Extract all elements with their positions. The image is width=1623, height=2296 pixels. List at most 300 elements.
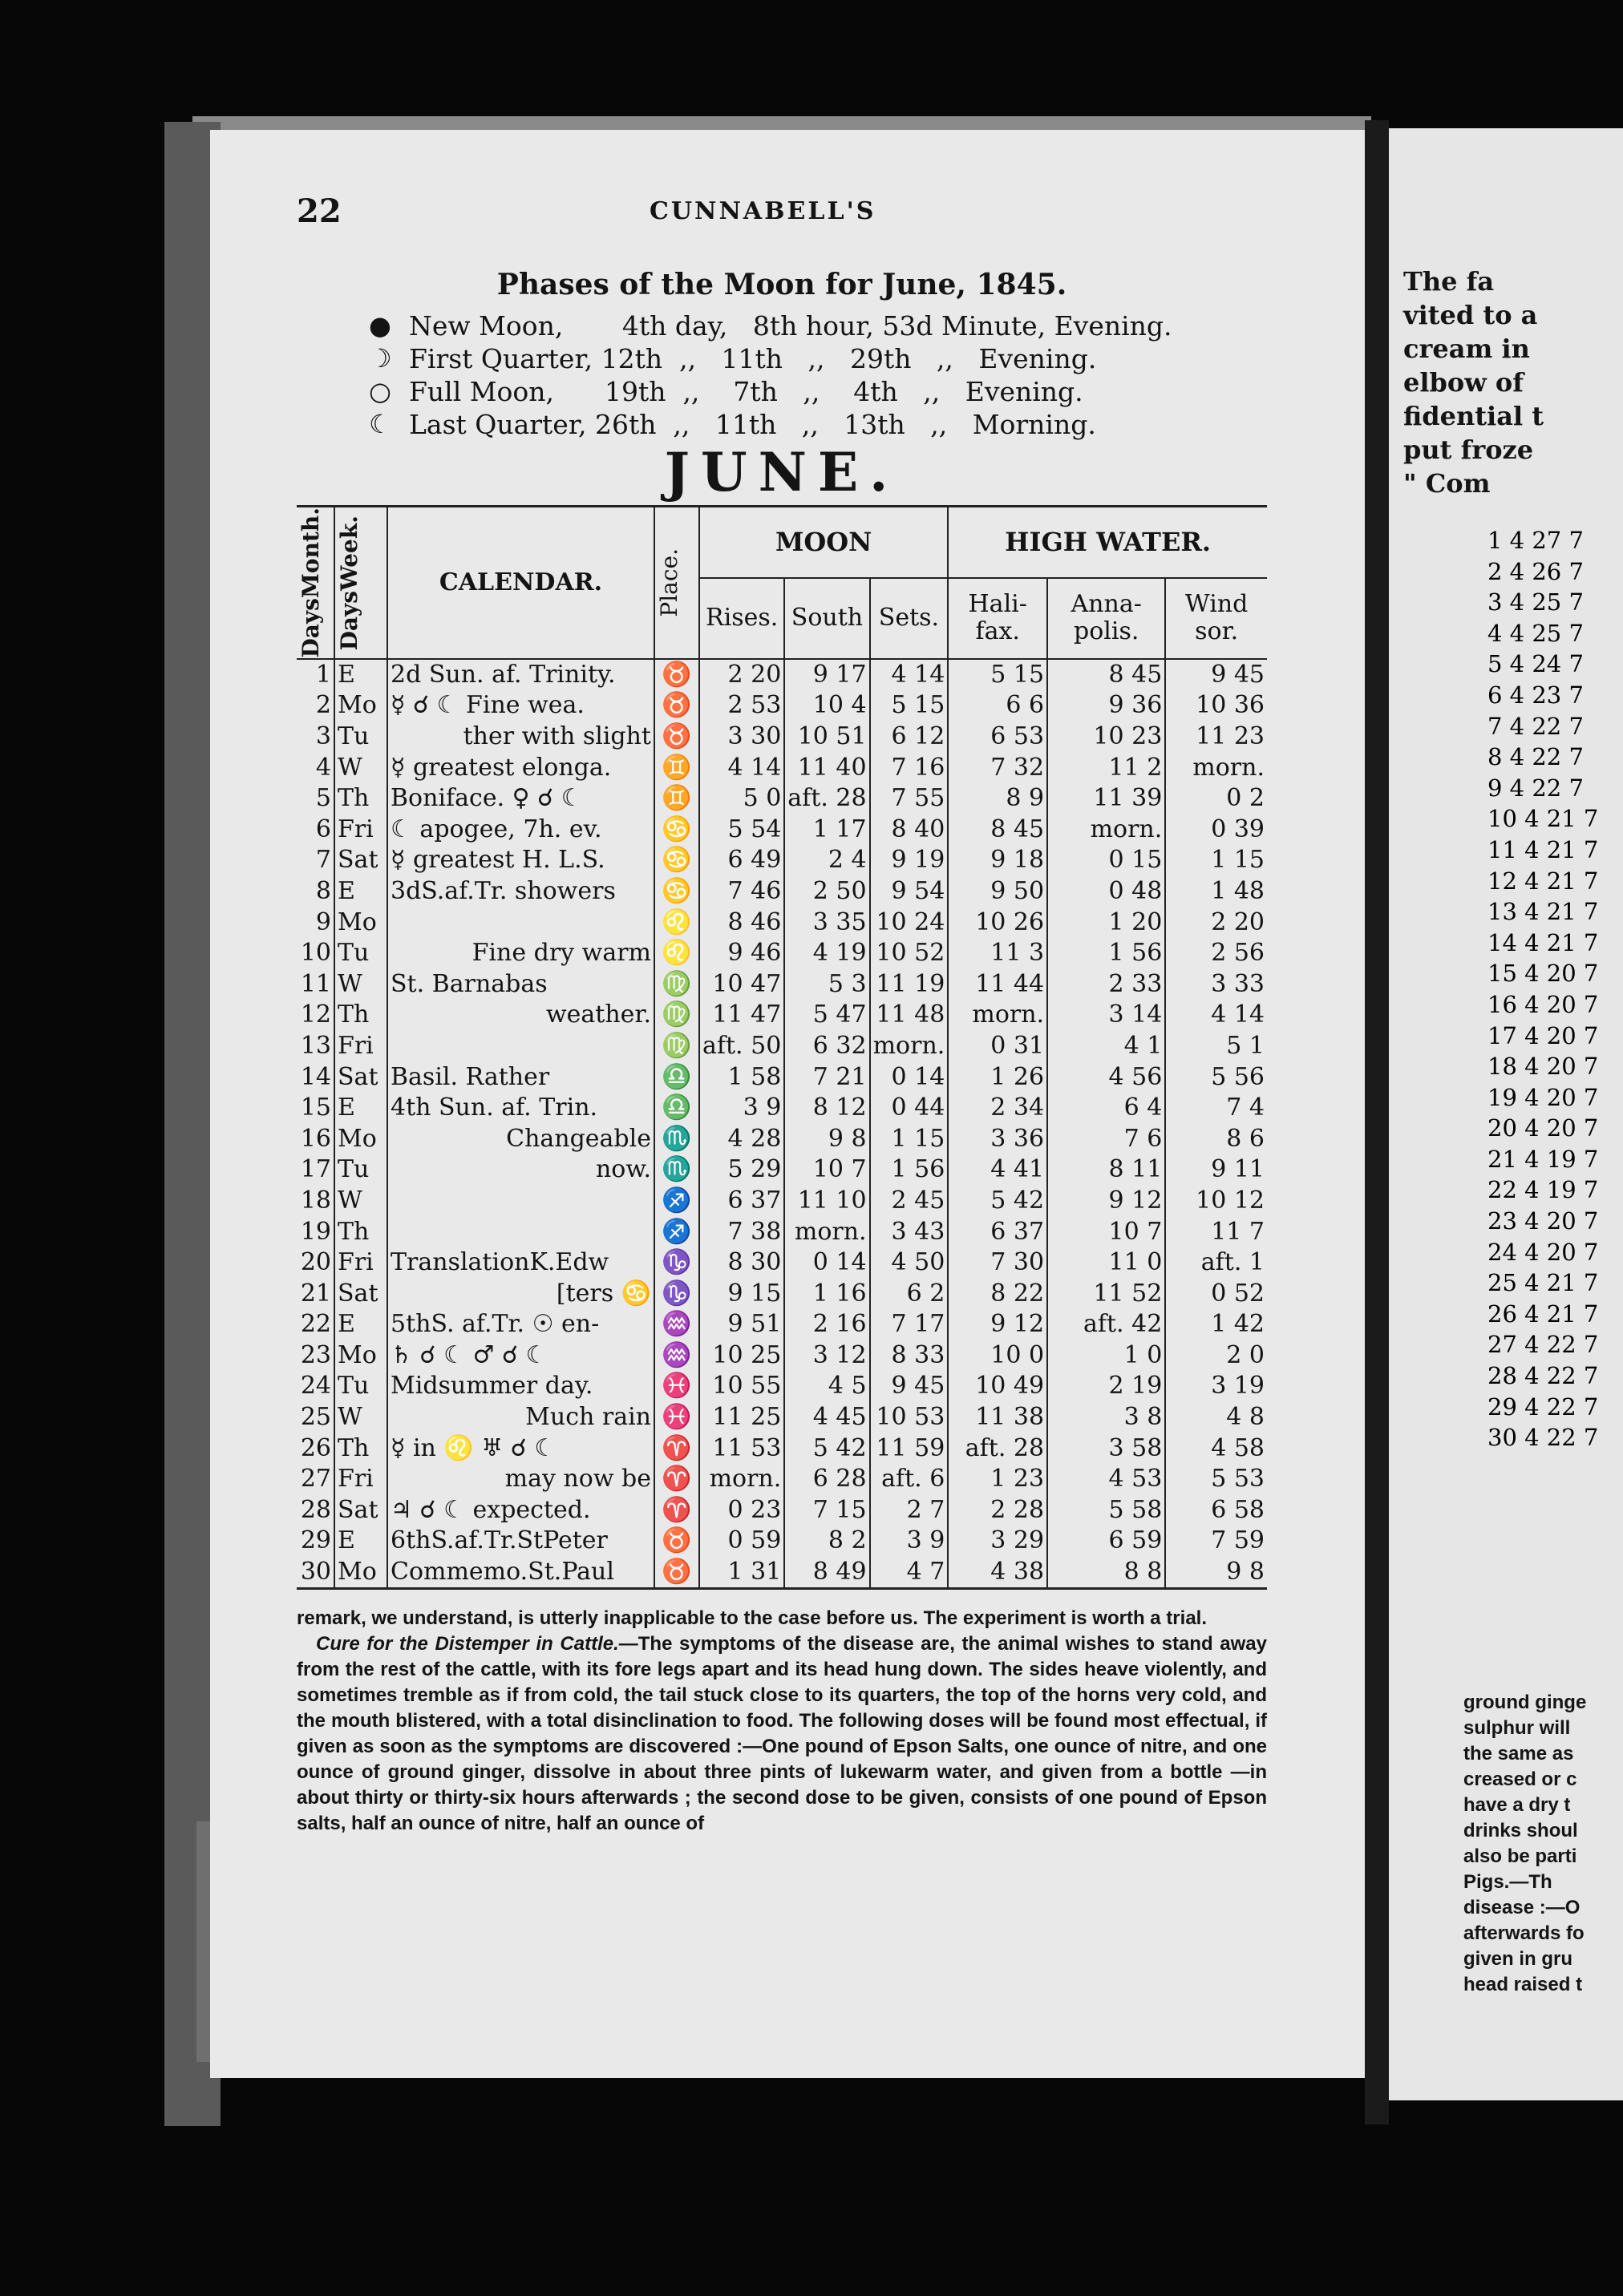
day-of-week: Fri <box>334 1031 387 1062</box>
zodiac-place: ♍ <box>654 1000 699 1031</box>
zodiac-place: ♎ <box>654 1061 699 1093</box>
halifax-tide: 10 49 <box>948 1371 1047 1402</box>
right-table-row: 25 4 21 7 <box>1487 1269 1599 1297</box>
calendar-note: Midsummer day. <box>387 1371 654 1402</box>
calendar-note: TranslationK.Edw <box>387 1247 654 1279</box>
day-of-week: W <box>334 752 387 783</box>
right-table-row: 9 4 22 7 <box>1487 774 1584 802</box>
annapolis-tide: 5 58 <box>1047 1495 1165 1526</box>
moon-south: 8 2 <box>784 1526 869 1557</box>
moon-south: 4 45 <box>784 1402 869 1433</box>
day-of-month: 5 <box>315 784 331 813</box>
annapolis-tide: 11 52 <box>1047 1278 1165 1309</box>
windsor-tide: 8 6 <box>1165 1123 1267 1154</box>
phase-row <box>369 408 1267 441</box>
moon-sets: 9 45 <box>870 1371 949 1402</box>
table-row <box>297 659 1267 691</box>
south-header: South <box>784 578 869 659</box>
moon-south: 11 40 <box>784 752 869 783</box>
right-table-row: 22 4 19 7 <box>1487 1176 1599 1204</box>
halifax-header: Hali-fax. <box>948 578 1047 659</box>
phase-text: New Moon, 4th day, 8th hour, 53d Minute, Evening. <box>409 310 1172 342</box>
moon-sets: 10 24 <box>870 907 949 938</box>
table-row <box>297 1216 1267 1247</box>
moon-sets: 8 40 <box>870 815 949 846</box>
windsor-tide: 9 45 <box>1165 659 1267 691</box>
calendar-note: Changeable <box>387 1123 654 1154</box>
annapolis-tide: aft. 42 <box>1047 1309 1165 1340</box>
calendar-note: weather. <box>387 1000 654 1031</box>
annapolis-tide: 1 0 <box>1047 1340 1165 1372</box>
table-row <box>297 1247 1267 1279</box>
calendar-note: 2d Sun. af. Trinity. <box>387 659 654 691</box>
moon-south: 9 8 <box>784 1123 869 1154</box>
annapolis-tide: 1 20 <box>1047 907 1165 938</box>
day-of-month: 12 <box>300 1000 331 1029</box>
calendar-note: Much rain <box>387 1402 654 1433</box>
moon-rises: morn. <box>699 1464 784 1495</box>
annapolis-tide: 9 36 <box>1047 690 1165 722</box>
moon-rises: 4 28 <box>699 1123 784 1154</box>
zodiac-place: ♉ <box>654 722 699 753</box>
zodiac-place: ♑ <box>654 1247 699 1279</box>
moon-south: 5 42 <box>784 1433 869 1464</box>
moon-south: 3 35 <box>784 907 869 938</box>
table-row <box>297 690 1267 722</box>
calendar-note: ♄ ☌ ☾ ♂ ☌ ☾ <box>387 1340 654 1372</box>
calendar-note: [ters ♋ <box>387 1278 654 1309</box>
moon-rises: 10 55 <box>699 1371 784 1402</box>
right-table-row: 26 4 21 7 <box>1487 1300 1599 1328</box>
moon-sets: 8 33 <box>870 1340 949 1372</box>
day-of-month: 21 <box>300 1279 331 1308</box>
day-of-month: 25 <box>300 1403 331 1432</box>
moon-south: 3 12 <box>784 1340 869 1372</box>
phase-row <box>369 342 1267 375</box>
moon-rises: 9 15 <box>699 1278 784 1309</box>
calendar-note: 4th Sun. af. Trin. <box>387 1093 654 1124</box>
right-table-row: 28 4 22 7 <box>1487 1362 1599 1390</box>
day-of-week: E <box>334 1309 387 1340</box>
zodiac-place: ♓ <box>654 1371 699 1402</box>
annapolis-header: Anna-polis. <box>1047 578 1165 659</box>
moon-sets: 3 9 <box>870 1526 949 1557</box>
running-head: CUNNABELL'S <box>650 197 876 225</box>
moon-south: morn. <box>784 1216 869 1247</box>
calendar-note <box>387 907 654 938</box>
day-of-week: W <box>334 1402 387 1433</box>
table-row <box>297 1433 1267 1464</box>
table-row <box>297 1309 1267 1340</box>
place-header: Place. <box>654 507 699 659</box>
halifax-tide: 4 41 <box>948 1154 1047 1186</box>
windsor-tide: 0 52 <box>1165 1278 1267 1309</box>
right-body-line: given in gru <box>1463 1948 1573 1970</box>
annapolis-tide: 9 12 <box>1047 1186 1165 1217</box>
annapolis-tide: 11 2 <box>1047 752 1165 783</box>
windsor-tide: 4 58 <box>1165 1433 1267 1464</box>
annapolis-tide: 8 11 <box>1047 1154 1165 1186</box>
moon-rises: 11 47 <box>699 1000 784 1031</box>
moon-sets: 7 17 <box>870 1309 949 1340</box>
windsor-tide: 5 56 <box>1165 1061 1267 1093</box>
calendar-note: ☿ greatest H. L.S. <box>387 845 654 876</box>
windsor-tide: 5 1 <box>1165 1031 1267 1062</box>
annapolis-tide: 0 15 <box>1047 845 1165 876</box>
annapolis-tide: morn. <box>1047 815 1165 846</box>
moon-rises: 11 25 <box>699 1402 784 1433</box>
moon-phase-icon: ☽ <box>369 343 392 374</box>
windsor-tide: 7 4 <box>1165 1093 1267 1124</box>
moon-rises: 2 53 <box>699 690 784 722</box>
halifax-tide: 3 36 <box>948 1123 1047 1154</box>
day-of-week: Tu <box>334 1154 387 1186</box>
halifax-tide: 11 44 <box>948 968 1047 1000</box>
zodiac-place: ♏ <box>654 1123 699 1154</box>
moon-phase-icon: ● <box>369 310 391 341</box>
calendar-note <box>387 1031 654 1062</box>
moon-rises: 7 46 <box>699 876 784 907</box>
page-number: 22 <box>297 192 342 230</box>
windsor-tide: 10 12 <box>1165 1186 1267 1217</box>
day-of-month: 26 <box>300 1433 331 1462</box>
day-of-month: 4 <box>315 753 331 782</box>
day-of-week: Tu <box>334 938 387 969</box>
moon-sets: 4 7 <box>870 1557 949 1589</box>
zodiac-place: ♋ <box>654 876 699 907</box>
annapolis-tide: 0 48 <box>1047 876 1165 907</box>
day-of-week: Fri <box>334 1464 387 1495</box>
moon-south: 5 3 <box>784 968 869 1000</box>
day-of-month: 28 <box>300 1495 331 1524</box>
zodiac-place: ♈ <box>654 1464 699 1495</box>
halifax-tide: 9 12 <box>948 1309 1047 1340</box>
day-of-month: 13 <box>300 1031 331 1060</box>
right-table-row: 7 4 22 7 <box>1487 712 1584 740</box>
windsor-tide: aft. 1 <box>1165 1247 1267 1279</box>
annapolis-tide: 1 56 <box>1047 938 1165 969</box>
right-body-line: have a dry t <box>1463 1794 1571 1816</box>
zodiac-place: ♒ <box>654 1309 699 1340</box>
annapolis-tide: 3 8 <box>1047 1402 1165 1433</box>
table-row <box>297 1154 1267 1186</box>
right-page-line: put froze <box>1403 435 1534 465</box>
moon-sets: 1 15 <box>870 1123 949 1154</box>
zodiac-place: ♐ <box>654 1186 699 1217</box>
right-table-row: 17 4 20 7 <box>1487 1021 1599 1049</box>
day-of-week: Mo <box>334 907 387 938</box>
calendar-note: Boniface. ♀ ☌ ☾ <box>387 783 654 815</box>
halifax-tide: 11 3 <box>948 938 1047 969</box>
moon-south: 2 16 <box>784 1309 869 1340</box>
table-row <box>297 722 1267 753</box>
moon-sets: 0 14 <box>870 1061 949 1093</box>
right-page-line: elbow of <box>1403 367 1524 398</box>
paragraph-1: remark, we understand, is utterly inapplicable to the case before us. The experiment is worth a trial. <box>297 1607 1207 1630</box>
day-of-month: 18 <box>300 1186 331 1215</box>
windsor-tide: 3 19 <box>1165 1371 1267 1402</box>
sets-header: Sets. <box>870 578 949 659</box>
page-header <box>297 192 1267 241</box>
right-table-row: 15 4 20 7 <box>1487 960 1599 988</box>
zodiac-place: ♍ <box>654 1031 699 1062</box>
moon-sets: 4 14 <box>870 659 949 691</box>
moon-rises: 10 47 <box>699 968 784 1000</box>
moon-south: 1 16 <box>784 1278 869 1309</box>
calendar-note: Fine dry warm <box>387 938 654 969</box>
table-row <box>297 1402 1267 1433</box>
day-of-week: Fri <box>334 815 387 846</box>
right-page-line: cream in <box>1403 333 1530 364</box>
paragraph-2-text: —The symptoms of the disease are, the animal wishes to stand away from the rest of the cattle, with its fore legs apart and its head hung down. The sides heave violently, and sometimes tremble as if from cold, the tail stuck close to its quarters, the top of the horns very cold, and the mouth blistered, with a total disinclination to food. The following doses will be found most effectual, if given as soon as the symptoms are discovered :—One pound of Epson Salts, one ounce of nitre, and one ounce of ground ginger, dissolve in about three pints of lukewarm water, and given from a bottle —in about thirty or thirty-six hours afterwards ; the second dose to be given, consists of one pound of Epson salts, half an ounce of nitre, half an ounce of <box>297 1633 1268 1835</box>
moon-south: 8 12 <box>784 1093 869 1124</box>
table-row <box>297 1526 1267 1557</box>
right-page-line: vited to a <box>1403 300 1538 330</box>
windsor-tide: 1 15 <box>1165 845 1267 876</box>
paragraph-2 <box>297 1631 1267 1837</box>
rises-header: Rises. <box>699 578 784 659</box>
phase-row <box>369 309 1267 342</box>
annapolis-tide: 10 7 <box>1047 1216 1165 1247</box>
halifax-tide: 6 53 <box>948 722 1047 753</box>
annapolis-tide: 6 59 <box>1047 1526 1165 1557</box>
day-of-week: W <box>334 968 387 1000</box>
annapolis-tide: 8 45 <box>1047 659 1165 691</box>
windsor-tide: 2 56 <box>1165 938 1267 969</box>
calendar-table <box>297 505 1267 1590</box>
calendar-note: ☿ ☌ ☾ Fine wea. <box>387 690 654 722</box>
windsor-tide: 11 7 <box>1165 1216 1267 1247</box>
right-body-line: the same as <box>1463 1743 1574 1764</box>
halifax-tide: 7 32 <box>948 752 1047 783</box>
right-table-row: 27 4 22 7 <box>1487 1331 1599 1359</box>
annapolis-tide: 10 23 <box>1047 722 1165 753</box>
moon-rises: aft. 50 <box>699 1031 784 1062</box>
day-of-month: 23 <box>300 1340 331 1369</box>
table-row <box>297 1093 1267 1124</box>
annapolis-tide: 8 8 <box>1047 1557 1165 1589</box>
zodiac-place: ♉ <box>654 690 699 722</box>
annapolis-tide: 4 53 <box>1047 1464 1165 1495</box>
day-of-week: Mo <box>334 1123 387 1154</box>
day-of-week: Th <box>334 783 387 815</box>
day-of-month: 29 <box>300 1526 331 1555</box>
annapolis-tide: 3 14 <box>1047 1000 1165 1031</box>
day-of-month: 22 <box>300 1310 331 1339</box>
day-of-month: 20 <box>300 1248 331 1277</box>
windsor-tide: 6 58 <box>1165 1495 1267 1526</box>
right-table-row: 20 4 20 7 <box>1487 1114 1599 1142</box>
moon-south: 7 21 <box>784 1061 869 1093</box>
moon-sets: morn. <box>870 1031 949 1062</box>
zodiac-place: ♐ <box>654 1216 699 1247</box>
halifax-tide: 10 0 <box>948 1340 1047 1372</box>
moon-sets: 5 15 <box>870 690 949 722</box>
moon-south: 8 49 <box>784 1557 869 1589</box>
halifax-tide: 8 45 <box>948 815 1047 846</box>
right-table-row: 18 4 20 7 <box>1487 1053 1599 1081</box>
day-of-week: Th <box>334 1433 387 1464</box>
moon-south: 10 7 <box>784 1154 869 1186</box>
day-of-month: 6 <box>315 815 331 843</box>
table-row <box>297 783 1267 815</box>
annapolis-tide: 2 19 <box>1047 1371 1165 1402</box>
halifax-tide: aft. 28 <box>948 1433 1047 1464</box>
windsor-tide: 11 23 <box>1165 722 1267 753</box>
zodiac-place: ♊ <box>654 783 699 815</box>
halifax-tide: 1 23 <box>948 1464 1047 1495</box>
right-page-body <box>1463 1690 1623 1998</box>
annapolis-tide: 7 6 <box>1047 1123 1165 1154</box>
calendar-note: St. Barnabas <box>387 968 654 1000</box>
moon-sets: 1 56 <box>870 1154 949 1186</box>
right-body-line: ground ginge <box>1463 1692 1587 1713</box>
right-table-row: 21 4 19 7 <box>1487 1145 1599 1173</box>
table-row <box>297 1464 1267 1495</box>
day-of-week: W <box>334 1186 387 1217</box>
windsor-tide: 1 42 <box>1165 1309 1267 1340</box>
windsor-tide: 1 48 <box>1165 876 1267 907</box>
zodiac-place: ♑ <box>654 1278 699 1309</box>
moon-south: 0 14 <box>784 1247 869 1279</box>
day-of-month: 1 <box>315 660 331 689</box>
phase-text: First Quarter, 12th ,, 11th ,, 29th ,, Evening. <box>409 343 1097 374</box>
day-of-month: 7 <box>315 846 331 875</box>
day-of-month: 30 <box>297 1557 334 1589</box>
day-of-week: Mo <box>334 690 387 722</box>
moon-sets: aft. 6 <box>870 1464 949 1495</box>
moon-south: 6 28 <box>784 1464 869 1495</box>
zodiac-place: ♉ <box>654 1526 699 1557</box>
table-row <box>297 1061 1267 1093</box>
right-table-row: 24 4 20 7 <box>1487 1238 1599 1266</box>
halifax-tide: 2 28 <box>948 1495 1047 1526</box>
calendar-note: ☾ apogee, 7h. ev. <box>387 815 654 846</box>
moon-south: 6 32 <box>784 1031 869 1062</box>
right-page-lines <box>1403 265 1623 500</box>
phase-text: Last Quarter, 26th ,, 11th ,, 13th ,, Morning. <box>409 409 1096 440</box>
moon-rises: 9 51 <box>699 1309 784 1340</box>
moon-rises: 5 29 <box>699 1154 784 1186</box>
phases-title: Phases of the Moon for June, 1845. <box>496 268 1067 301</box>
halifax-tide: 6 37 <box>948 1216 1047 1247</box>
day-of-week: Th <box>334 1000 387 1031</box>
windsor-tide: 4 14 <box>1165 1000 1267 1031</box>
moon-sets: 7 16 <box>870 752 949 783</box>
moon-south: 9 17 <box>784 659 869 691</box>
right-body-line: also be parti <box>1463 1845 1577 1867</box>
annapolis-tide: 11 39 <box>1047 783 1165 815</box>
moon-sets: 2 7 <box>870 1495 949 1526</box>
table-row <box>297 1495 1267 1526</box>
right-body-line: drinks shoul <box>1463 1820 1578 1841</box>
moon-sets: 11 19 <box>870 968 949 1000</box>
moon-rises: 3 30 <box>699 722 784 753</box>
moon-sets: 4 50 <box>870 1247 949 1279</box>
table-row <box>297 1123 1267 1154</box>
calendar-note: ☿ greatest elonga. <box>387 752 654 783</box>
right-table-row: 23 4 20 7 <box>1487 1207 1599 1235</box>
annapolis-tide: 3 58 <box>1047 1433 1165 1464</box>
day-of-week: E <box>334 1526 387 1557</box>
zodiac-place: ♉ <box>654 1557 699 1589</box>
zodiac-place: ♌ <box>654 907 699 938</box>
table-row <box>297 1000 1267 1031</box>
moon-south: 4 5 <box>784 1371 869 1402</box>
moon-south: 2 50 <box>784 876 869 907</box>
halifax-tide: 1 26 <box>948 1061 1047 1093</box>
annapolis-tide: 4 1 <box>1047 1031 1165 1062</box>
halifax-tide: 8 9 <box>948 783 1047 815</box>
day-of-week: Sat <box>334 1061 387 1093</box>
day-of-week: E <box>334 1093 387 1124</box>
zodiac-place: ♉ <box>654 659 699 691</box>
moon-rises: 3 9 <box>699 1093 784 1124</box>
day-of-month: 27 <box>300 1465 331 1494</box>
moon-rises: 1 31 <box>699 1557 784 1589</box>
phase-row <box>369 375 1267 408</box>
zodiac-place: ♓ <box>654 1402 699 1433</box>
calendar-note: may now be <box>387 1464 654 1495</box>
moon-rises: 6 37 <box>699 1186 784 1217</box>
book-gutter <box>1365 120 1389 2124</box>
windsor-tide: 9 11 <box>1165 1154 1267 1186</box>
moon-rises: 7 38 <box>699 1216 784 1247</box>
moon-phase-icon: ☾ <box>369 409 392 439</box>
right-table-row: 14 4 21 7 <box>1487 928 1599 956</box>
zodiac-place: ♒ <box>654 1340 699 1372</box>
moon-header: MOON <box>699 507 948 578</box>
right-body-line: afterwards fo <box>1463 1922 1585 1944</box>
windsor-tide: 2 0 <box>1165 1340 1267 1372</box>
moon-sets: 10 53 <box>870 1402 949 1433</box>
windsor-tide: 7 59 <box>1165 1526 1267 1557</box>
right-table-row: 4 4 25 7 <box>1487 619 1584 647</box>
right-table-row: 11 4 21 7 <box>1487 835 1599 863</box>
annapolis-tide: 2 33 <box>1047 968 1165 1000</box>
halifax-tide: 4 38 <box>948 1557 1047 1589</box>
table-row <box>297 1278 1267 1309</box>
calendar-note: 5thS. af.Tr. ☉ en- <box>387 1309 654 1340</box>
day-of-month: 19 <box>300 1217 331 1246</box>
right-table-row: 29 4 22 7 <box>1487 1393 1599 1421</box>
halifax-tide: 5 15 <box>948 659 1047 691</box>
calendar-note: 3dS.af.Tr. showers <box>387 876 654 907</box>
moon-south: 4 19 <box>784 938 869 969</box>
day-of-week: Tu <box>334 1371 387 1402</box>
annapolis-tide: 11 0 <box>1047 1247 1165 1279</box>
moon-sets: 11 48 <box>870 1000 949 1031</box>
calendar-note: ther with slight <box>387 722 654 753</box>
moon-rises: 5 54 <box>699 815 784 846</box>
halifax-tide: 11 38 <box>948 1402 1047 1433</box>
day-of-month: 14 <box>300 1062 331 1091</box>
zodiac-place: ♋ <box>654 815 699 846</box>
moon-south: 10 4 <box>784 690 869 722</box>
day-of-month: 15 <box>300 1093 331 1122</box>
table-row <box>297 968 1267 1000</box>
moon-south: 10 51 <box>784 722 869 753</box>
moon-south: 11 10 <box>784 1186 869 1217</box>
right-page-table <box>1487 525 1623 1453</box>
zodiac-place: ♎ <box>654 1093 699 1124</box>
calendar-note <box>387 1186 654 1217</box>
right-table-row: 10 4 21 7 <box>1487 805 1599 833</box>
moon-sets: 6 12 <box>870 722 949 753</box>
moon-sets: 6 2 <box>870 1278 949 1309</box>
table-row <box>297 876 1267 907</box>
right-table-row: 2 4 26 7 <box>1487 557 1584 585</box>
